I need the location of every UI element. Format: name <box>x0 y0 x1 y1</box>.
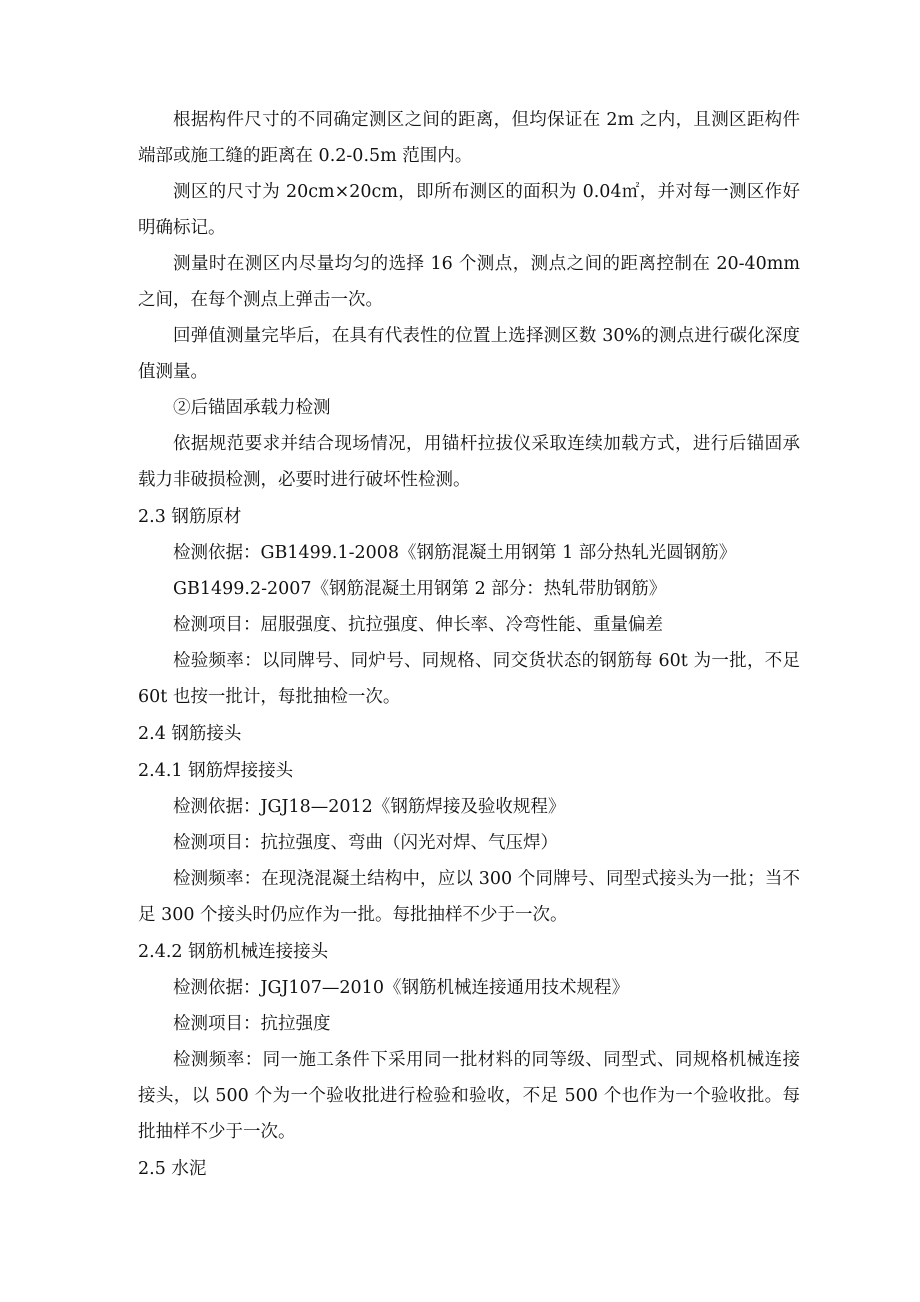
section-heading-2-4-1: 2.4.1 钢筋焊接接头 <box>138 761 294 781</box>
paragraph-rebar-items: 检测项目：屈服强度、抗拉强度、伸长率、冷弯性能、重量偏差 <box>173 615 663 635</box>
paragraph-post-anchor-title: ②后锚固承载力检测 <box>173 398 331 418</box>
paragraph-rebar-basis-2: GB1499.2-2007《钢筋混凝土用钢第 2 部分：热轧带肋钢筋》 <box>173 579 667 599</box>
paragraph-welded-frequency: 检测频率：在现浇混凝土结构中，应以 300 个同牌号、同型式接头为一批；当不足 300 个接头时仍应作为一批。每批抽样不少于一次。 <box>138 869 800 925</box>
paragraph-mechanical-frequency: 检测频率：同一施工条件下采用同一批材料的同等级、同型式、同规格机械连接接头，以 500 个为一个验收批进行检验和验收，不足 500 个也作为一个验收批。每批抽样不少于一次。 <box>138 1050 800 1142</box>
paragraph-rebar-basis-1: 检测依据：GB1499.1-2008《钢筋混凝土用钢第 1 部分热轧光圆钢筋》 <box>173 543 737 563</box>
section-heading-2-4: 2.4 钢筋接头 <box>138 724 242 744</box>
paragraph-welded-items: 检测项目：抗拉强度、弯曲（闪光对焊、气压焊） <box>173 833 558 853</box>
paragraph-test-zone-size: 测区的尺寸为 20cm×20cm，即所布测区的面积为 0.04㎡，并对每一测区作好明确标记。 <box>138 182 800 238</box>
document-body <box>138 102 800 1187</box>
paragraph-mechanical-items: 检测项目：抗拉强度 <box>173 1014 331 1034</box>
paragraph-rebar-frequency: 检验频率：以同牌号、同炉号、同规格、同交货状态的钢筋每 60t 为一批，不足 60t 也按一批计，每批抽检一次。 <box>138 651 800 707</box>
section-heading-2-3: 2.3 钢筋原材 <box>138 507 242 527</box>
paragraph-carbonation-depth: 回弹值测量完毕后，在具有代表性的位置上选择测区数 30%的测点进行碳化深度值测量。 <box>138 326 800 382</box>
paragraph-post-anchor-method: 依据规范要求并结合现场情况，用锚杆拉拔仪采取连续加载方式，进行后锚固承载力非破损检测，必要时进行破坏性检测。 <box>138 434 800 490</box>
paragraph-welded-basis: 检测依据：JGJ18—2012《钢筋焊接及验收规程》 <box>173 797 566 817</box>
paragraph-test-zone-spacing: 根据构件尺寸的不同确定测区之间的距离，但均保证在 2m 之内，且测区距构件端部或施工缝的距离在 0.2-0.5m 范围内。 <box>138 110 800 166</box>
paragraph-mechanical-basis: 检测依据：JGJ107—2010《钢筋机械连接通用技术规程》 <box>173 978 629 998</box>
section-heading-2-4-2: 2.4.2 钢筋机械连接接头 <box>138 942 329 962</box>
section-heading-2-5: 2.5 水泥 <box>138 1159 207 1179</box>
paragraph-test-points: 测量时在测区内尽量均匀的选择 16 个测点，测点之间的距离控制在 20-40mm 之间，在每个测点上弹击一次。 <box>138 254 800 310</box>
